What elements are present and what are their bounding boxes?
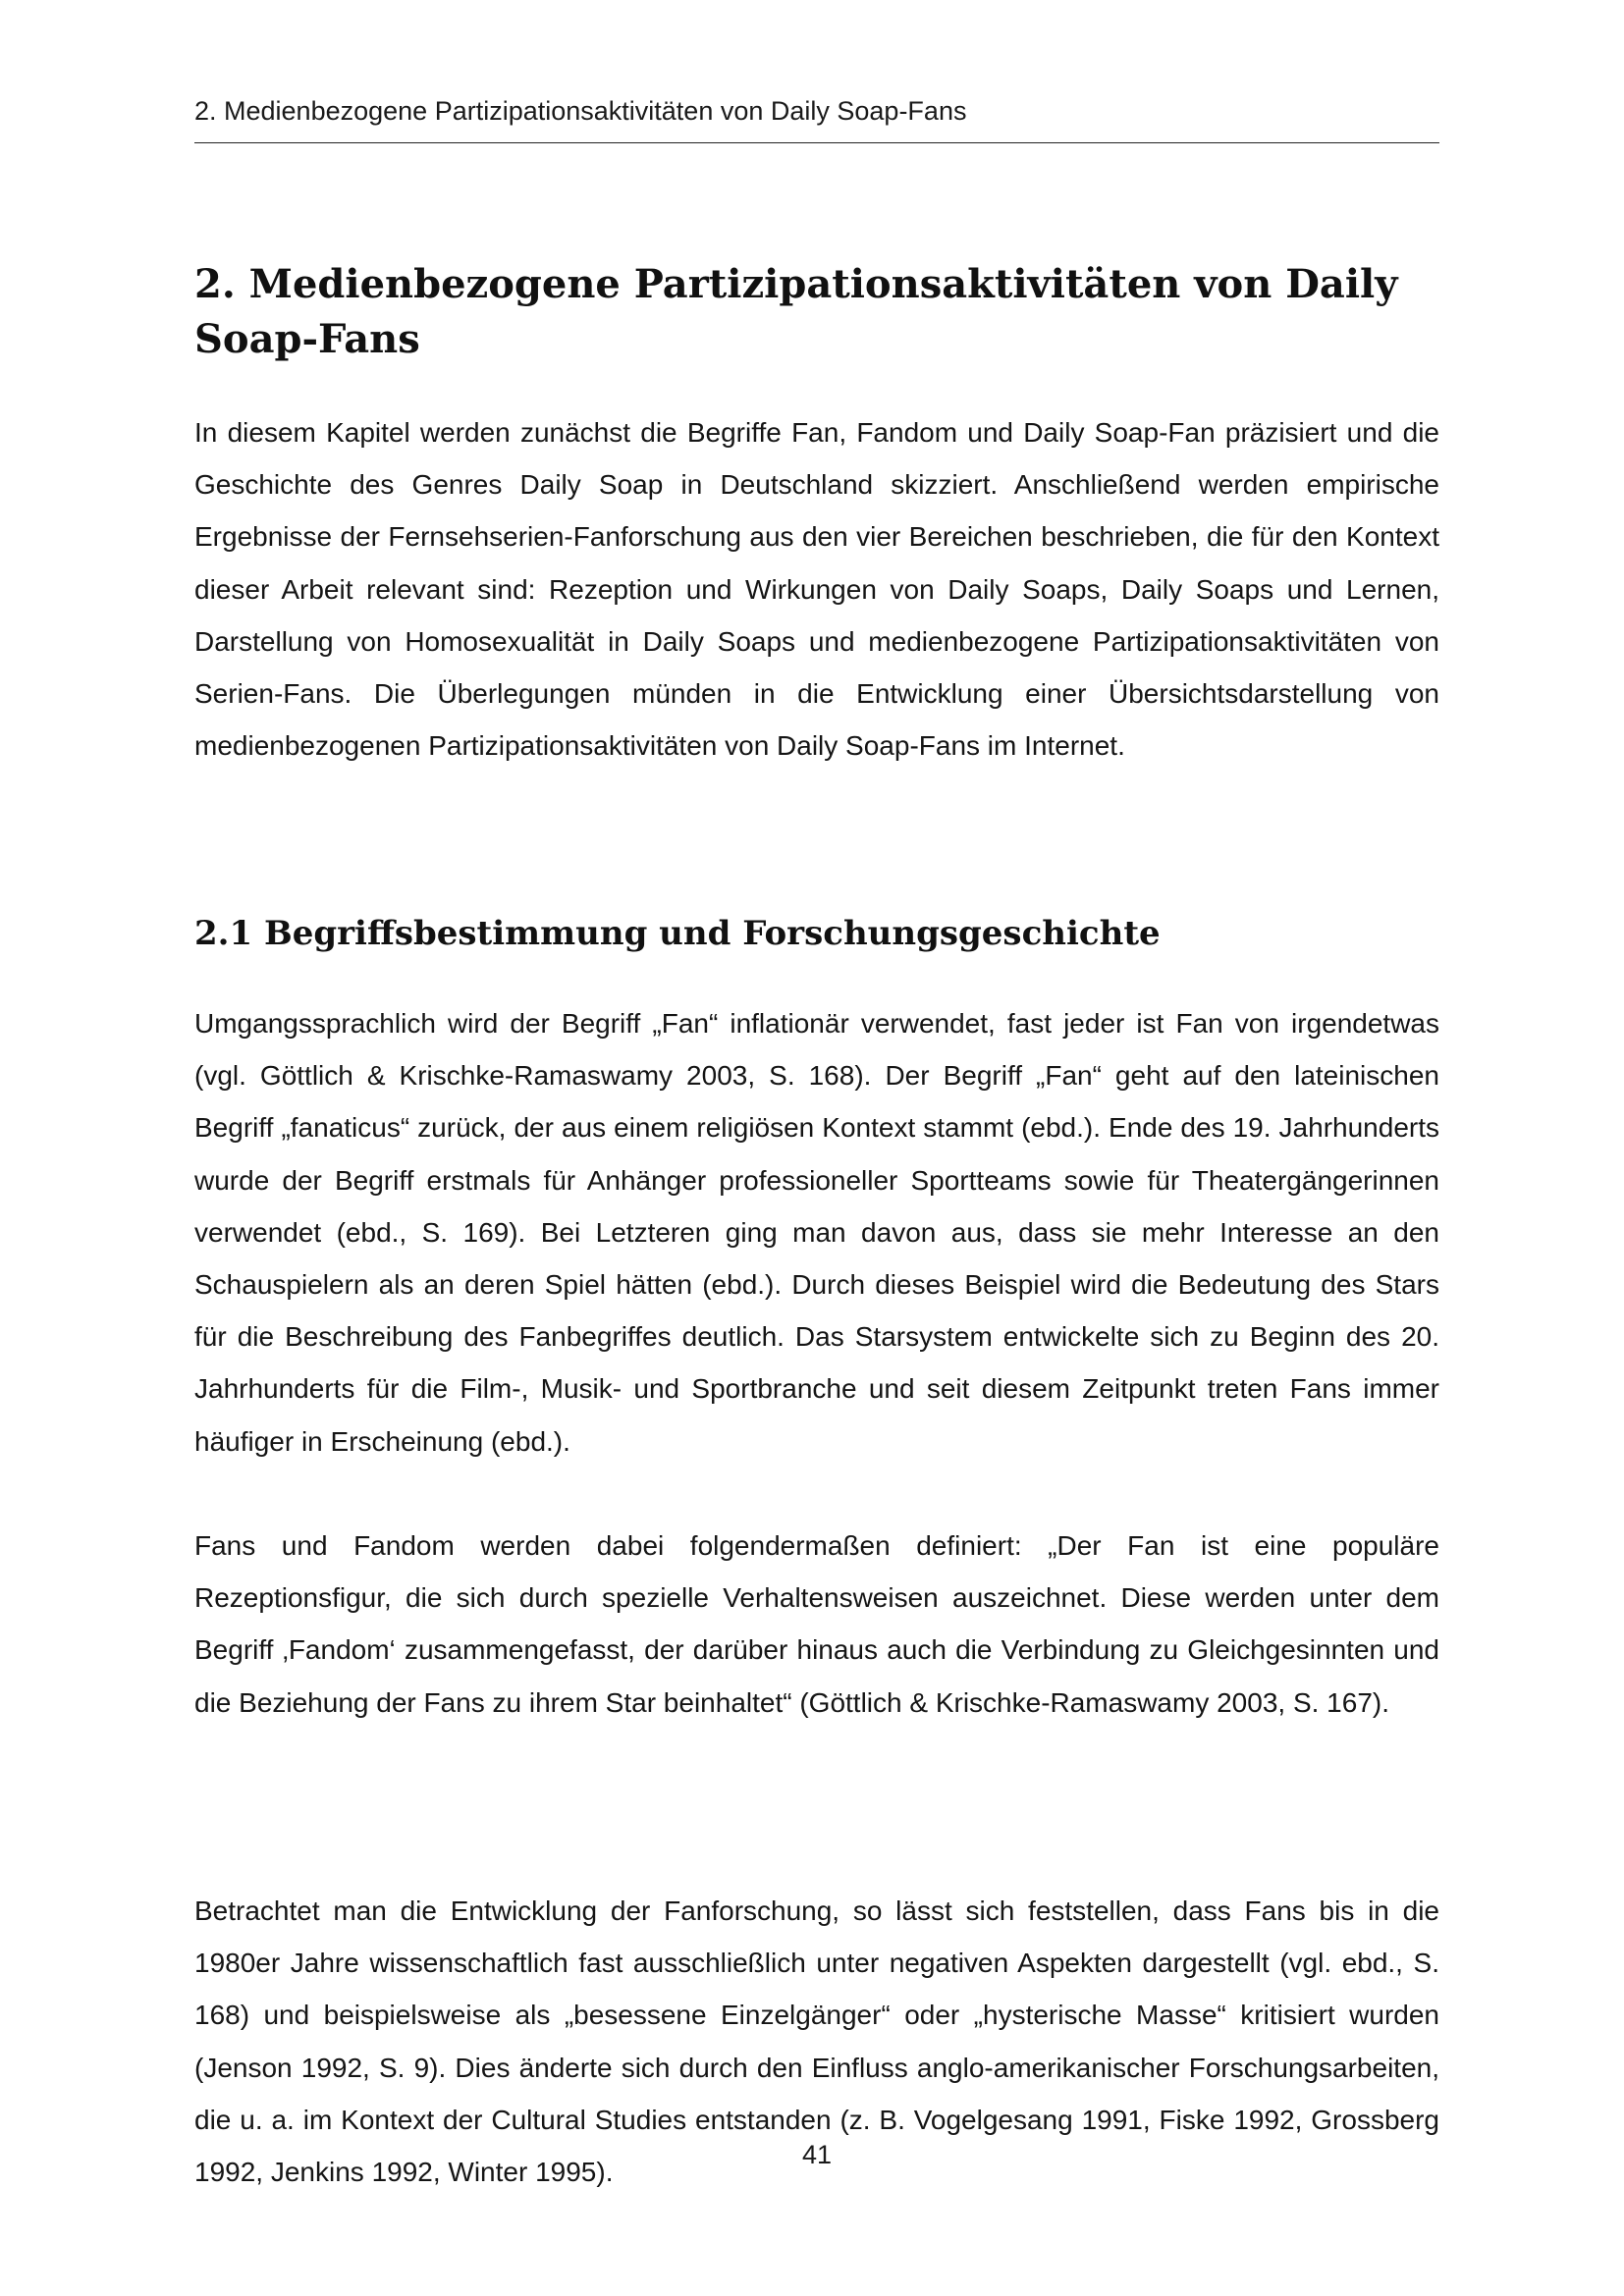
document-page — [194, 0, 1439, 2296]
chapter-heading: 2. Medienbezogene Partizipationsaktivitäten von Daily Soap-Fans — [194, 261, 1398, 362]
section-heading: 2.1 Begriffsbestimmung und Forschungsgeschichte — [194, 914, 1161, 953]
page-number: 41 — [801, 2140, 833, 2169]
running-header: 2. Medienbezogene Partizipationsaktivitäten von Daily Soap-Fans — [194, 96, 967, 126]
intro-paragraph: In diesem Kapitel werden zunächst die Begriffe Fan, Fandom und Daily Soap-Fan präzisiert und die Geschichte des Genres Daily Soap in Deutschland skizziert. Anschließend werden empirische Ergebnisse der Fernsehserien-Fanforschung aus den vier Bereichen beschrieben, die für den Kontext dieser Arbeit relevant sind: Rezeption und Wirkungen von Daily Soaps, Daily Soaps und Lernen, Darstellung von Homosexualität in Daily Soaps und medienbezogene Partizipationsaktivitäten von Serien-Fans. Die Überlegungen münden in die Entwicklung einer Übersichtsdarstellung von medienbezogenen Partizipationsaktivitäten von Daily Soap-Fans im Internet. — [194, 417, 1439, 762]
body-paragraph-research-history: Betrachtet man die Entwicklung der Fanforschung, so lässt sich feststellen, dass Fans bis in die 1980er Jahre wissenschaftlich fast ausschließlich unter negativen Aspekten dargestellt (vgl. ebd., S. 168) und beispielsweise als „besessene Einzelgänger“ oder „hysterische Masse“ kritisiert wurden (Jenson 1992, S. 9). Dies änderte sich durch den Einfluss anglo-amerikanischer Forschungsarbeiten, die u. a. im Kontext der Cultural Studies entstanden (z. B. Vogelgesang 1991, Fiske 1992, Grossberg 1992, Jenkins 1992, Winter 1995). — [194, 1896, 1439, 2188]
body-paragraph-fandom-definition: Fans und Fandom werden dabei folgendermaßen definiert: „Der Fan ist eine populäre Rezeptionsfigur, die sich durch spezielle Verhaltensweisen auszeichnet. Diese werden unter dem Begriff ‚Fandom‘ zusammengefasst, der darüber hinaus auch die Verbindung zu Gleichgesinnten und die Beziehung der Fans zu ihrem Star beinhaltet“ (Göttlich & Krischke-Ramaswamy 2003, S. 167). — [194, 1530, 1439, 1718]
header-rule — [194, 142, 1439, 143]
body-paragraph-fan-term: Umgangssprachlich wird der Begriff „Fan“ inflationär verwendet, fast jeder ist Fan von irgendetwas (vgl. Göttlich & Krischke-Ramaswamy 2003, S. 168). Der Begriff „Fan“ geht auf den lateinischen Begriff „fanaticus“ zurück, der aus einem religiösen Kontext stammt (ebd.). Ende des 19. Jahrhunderts wurde der Begriff erstmals für Anhänger professioneller Sportteams sowie für Theatergängerinnen verwendet (ebd., S. 169). Bei Letzteren ging man davon aus, dass sie mehr Interesse an den Schauspielern als an deren Spiel hätten (ebd.). Durch dieses Beispiel wird die Bedeutung des Stars für die Beschreibung des Fanbegriffes deutlich. Das Starsystem entwickelte sich zu Beginn des 20. Jahrhunderts für die Film-, Musik- und Sportbranche und seit diesem Zeitpunkt treten Fans immer häufiger in Erscheinung (ebd.). — [194, 1008, 1439, 1457]
